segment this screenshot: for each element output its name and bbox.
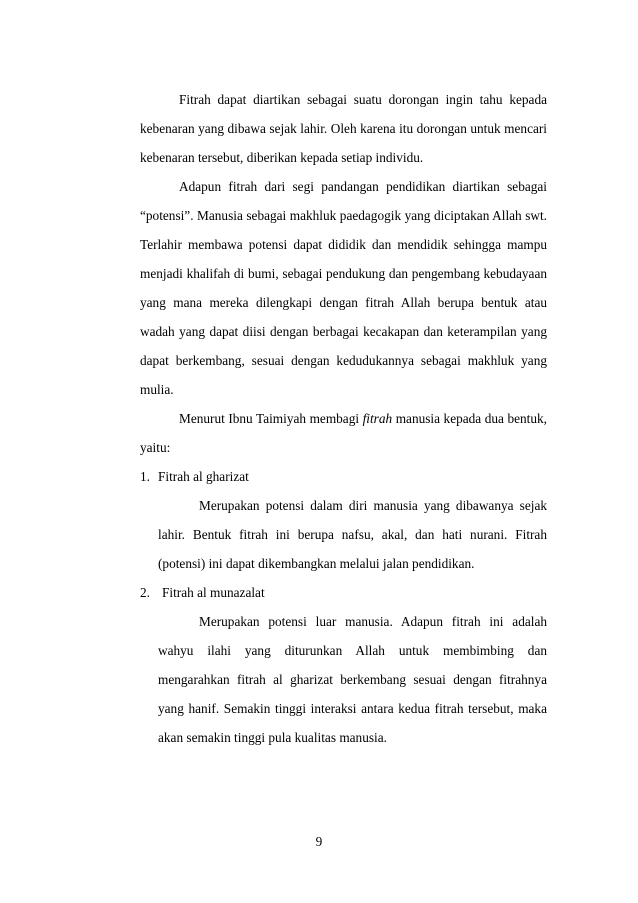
paragraph-fitrah-potensi: Adapun fitrah dari segi pandangan pendidikan diartikan sebagai “potensi”. Manusia sebagai makhluk paedagogik yang diciptakan Allah swt. Terlahir membawa potensi dapat dididik dan mendidik sehingga mampu menjadi khalifah di bumi, sebagai pendukung dan pengembang kebudayaan yang mana mereka dilengkapi dengan fitrah Allah berupa bentuk atau wadah yang dapat diisi dengan berbagai kecakapan dan keterampilan yang dapat berkembang, sesuai dengan kedudukannya sebagai makhluk yang mulia. <box>140 179 547 397</box>
paragraph-ibnu-taimiyah <box>140 404 547 462</box>
emphasis-fitrah: fitrah <box>362 411 393 426</box>
list-body: Merupakan potensi luar manusia. Adapun fitrah ini adalah wahyu ilahi yang diturunkan Allah untuk membimbing dan mengarahkan fitrah al gharizat berkembang sesuai dengan fitrahnya yang hanif. Semakin tinggi interaksi antara kedua fitrah tersebut, maka akan semakin tinggi pula kualitas manusia. <box>158 614 547 745</box>
list-heading-text: Fitrah al gharizat <box>158 469 249 484</box>
list-heading <box>140 462 547 491</box>
body-text <box>140 85 547 752</box>
list-item-munazalat <box>140 578 547 752</box>
list-body: Merupakan potensi dalam diri manusia yang dibawanya sejak lahir. Bentuk fitrah ini berupa nafsu, akal, dan hati nurani. Fitrah (potensi) ini dapat dikembangkan melalui jalan pendidikan. <box>158 498 547 571</box>
list-item-gharizat <box>140 462 547 578</box>
page-number: 9 <box>315 834 323 849</box>
paragraph-text-before: Menurut Ibnu Taimiyah membagi <box>179 411 363 426</box>
list-heading <box>140 578 547 607</box>
paragraph-text-after: manusia kepada dua bentuk, yaitu: <box>140 411 547 455</box>
list-heading-text: Fitrah al munazalat <box>162 585 265 600</box>
list-number: 1. <box>140 469 150 484</box>
paragraph-fitrah-definition: Fitrah dapat diartikan sebagai suatu dorongan ingin tahu kepada kebenaran yang dibawa sejak lahir. Oleh karena itu dorongan untuk mencari kebenaran tersebut, diberikan kepada setiap individu. <box>140 92 547 165</box>
list-number: 2. <box>140 585 150 600</box>
